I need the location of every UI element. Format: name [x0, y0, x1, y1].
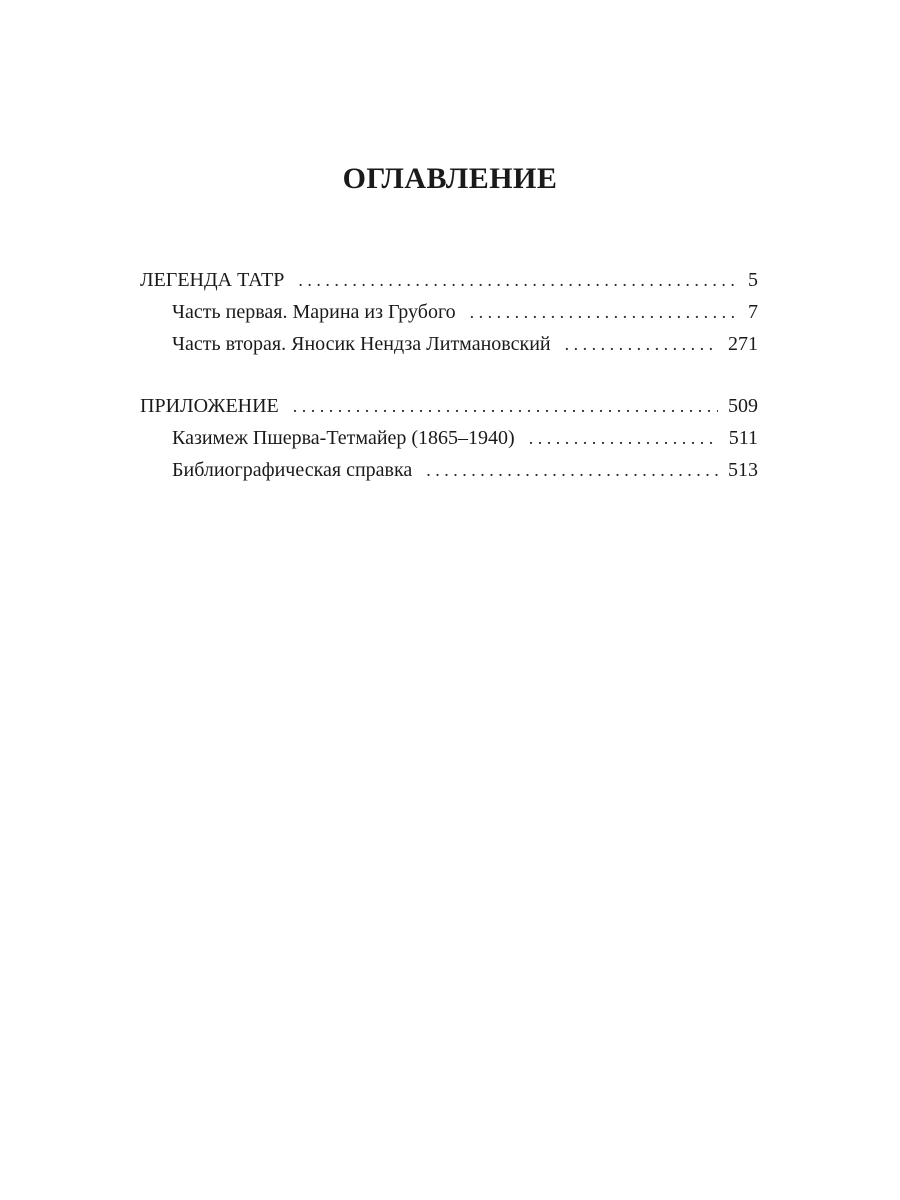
- toc-page-number: 7: [748, 301, 758, 323]
- dot-leader: [426, 454, 718, 486]
- dot-leader: [293, 390, 718, 422]
- toc-entry-part-two[interactable]: [140, 328, 758, 360]
- toc-section-appendix: [140, 390, 758, 486]
- dot-leader: [529, 422, 719, 454]
- toc-page-number: 271: [728, 333, 758, 355]
- page-title: ОГЛАВЛЕНИЕ: [342, 162, 558, 195]
- toc-entry-bibliography[interactable]: [140, 454, 758, 486]
- toc-entry-legend-tatr[interactable]: [140, 264, 758, 296]
- toc-entry-appendix[interactable]: [140, 390, 758, 422]
- dot-leader: [565, 328, 718, 360]
- toc-entry-title: Библиографическая справка: [172, 459, 413, 481]
- toc-section-legend: [140, 264, 758, 360]
- toc-page-number: 511: [728, 427, 758, 449]
- toc-entry-author-bio[interactable]: [140, 422, 758, 454]
- toc-page-number: 5: [748, 269, 758, 291]
- dot-leader: [298, 264, 734, 296]
- toc-entry-title: ПРИЛОЖЕНИЕ: [140, 395, 279, 417]
- toc-entry-title: Часть вторая. Яносик Нендза Литмановский: [172, 333, 551, 355]
- toc-entry-title: Часть первая. Марина из Грубого: [172, 301, 456, 323]
- table-of-contents: [140, 264, 758, 516]
- toc-entry-title: Казимеж Пшерва-Тетмайер (1865–1940): [172, 427, 515, 449]
- toc-entry-part-one[interactable]: [140, 296, 758, 328]
- toc-page-number: 509: [728, 395, 758, 417]
- toc-page-number: 513: [728, 459, 758, 481]
- toc-entry-title: ЛЕГЕНДА ТАТР: [140, 269, 285, 291]
- dot-leader: [470, 296, 734, 328]
